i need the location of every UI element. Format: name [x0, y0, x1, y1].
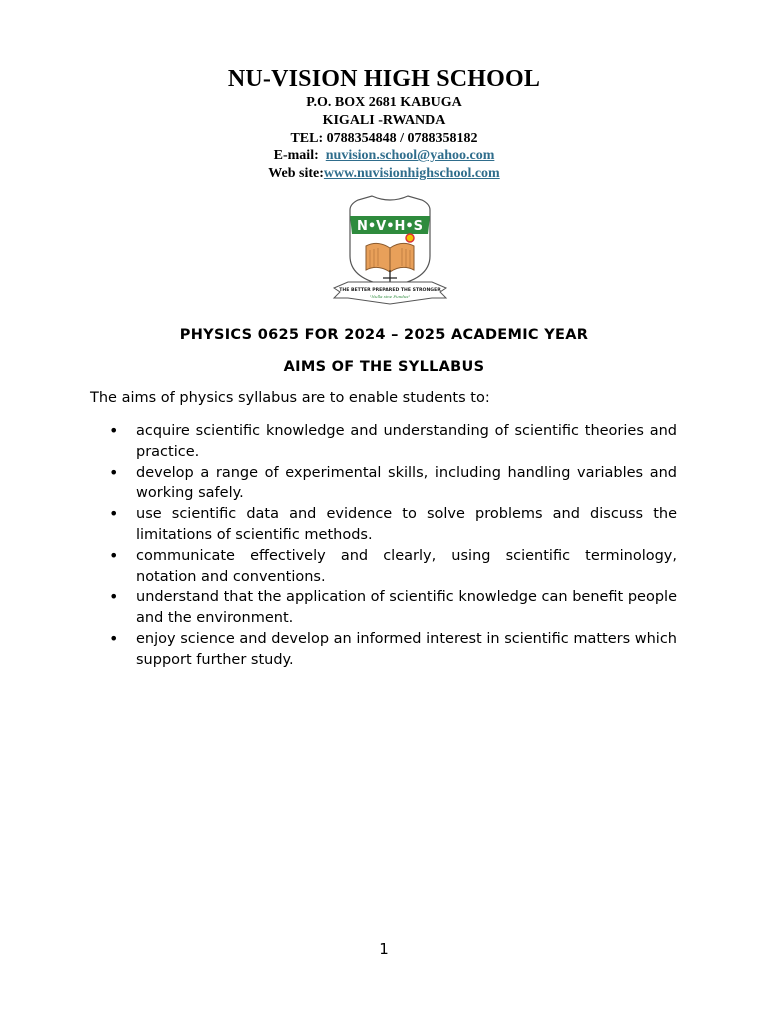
list-item — [90, 629, 677, 671]
bullet: • — [109, 462, 119, 482]
aims-list — [90, 421, 677, 671]
email-link[interactable]: nuvision.school@yahoo.com — [325, 148, 495, 164]
list-item — [90, 587, 677, 629]
aim-text: develop a range of experimental skills, including handling variables and working safely. — [136, 464, 677, 502]
website-label: Web site: — [268, 166, 324, 182]
intro-text: The aims of physics syllabus are to enable students to: — [90, 390, 490, 406]
aim-text: use scientific data and evidence to solve problems and discuss the limitations of scientific methods. — [136, 506, 677, 543]
location: KIGALI -RWANDA — [322, 112, 446, 128]
page-number: 1 — [379, 940, 389, 958]
po-box: P.O. BOX 2681 KABUGA — [306, 95, 462, 110]
bullet: • — [109, 504, 119, 524]
bullet: • — [109, 628, 119, 648]
school-crest-logo — [328, 194, 452, 306]
crest-sub-motto: "Nulla sine Fundus" — [369, 294, 411, 299]
bullet: • — [109, 587, 119, 607]
bullet: • — [109, 421, 119, 440]
email-label: E-mail: — [273, 148, 319, 164]
website-link[interactable]: www.nuvisionhighschool.com — [323, 166, 500, 182]
school-name: NU-VISION HIGH SCHOOL — [227, 66, 541, 92]
aim-text: communicate effectively and clearly, using scientific terminology, notation and conventions. — [136, 547, 677, 585]
list-item — [90, 546, 677, 588]
website-line — [0, 165, 768, 183]
crest-motto: THE BETTER PREPARED THE STRONGER — [339, 288, 441, 293]
email-line — [0, 147, 768, 165]
list-item — [90, 504, 677, 546]
telephone: TEL: 0788354848 / 0788358182 — [290, 130, 478, 146]
list-item — [90, 463, 677, 505]
list-item — [90, 421, 677, 463]
section-title: AIMS OF THE SYLLABUS — [283, 359, 485, 375]
aim-text: acquire scientific knowledge and understanding of scientific theories and practice. — [136, 423, 677, 460]
aim-text: enjoy science and develop an informed interest in scientific matters which support further study. — [136, 630, 677, 668]
aim-text: understand that the application of scientific knowledge can benefit people and the environment. — [136, 589, 678, 627]
bullet: • — [109, 545, 119, 565]
letterhead — [0, 64, 768, 183]
document-title: PHYSICS 0625 FOR 2024 – 2025 ACADEMIC YEAR — [179, 327, 589, 343]
crest-initials: N•V•H•S — [356, 219, 424, 234]
